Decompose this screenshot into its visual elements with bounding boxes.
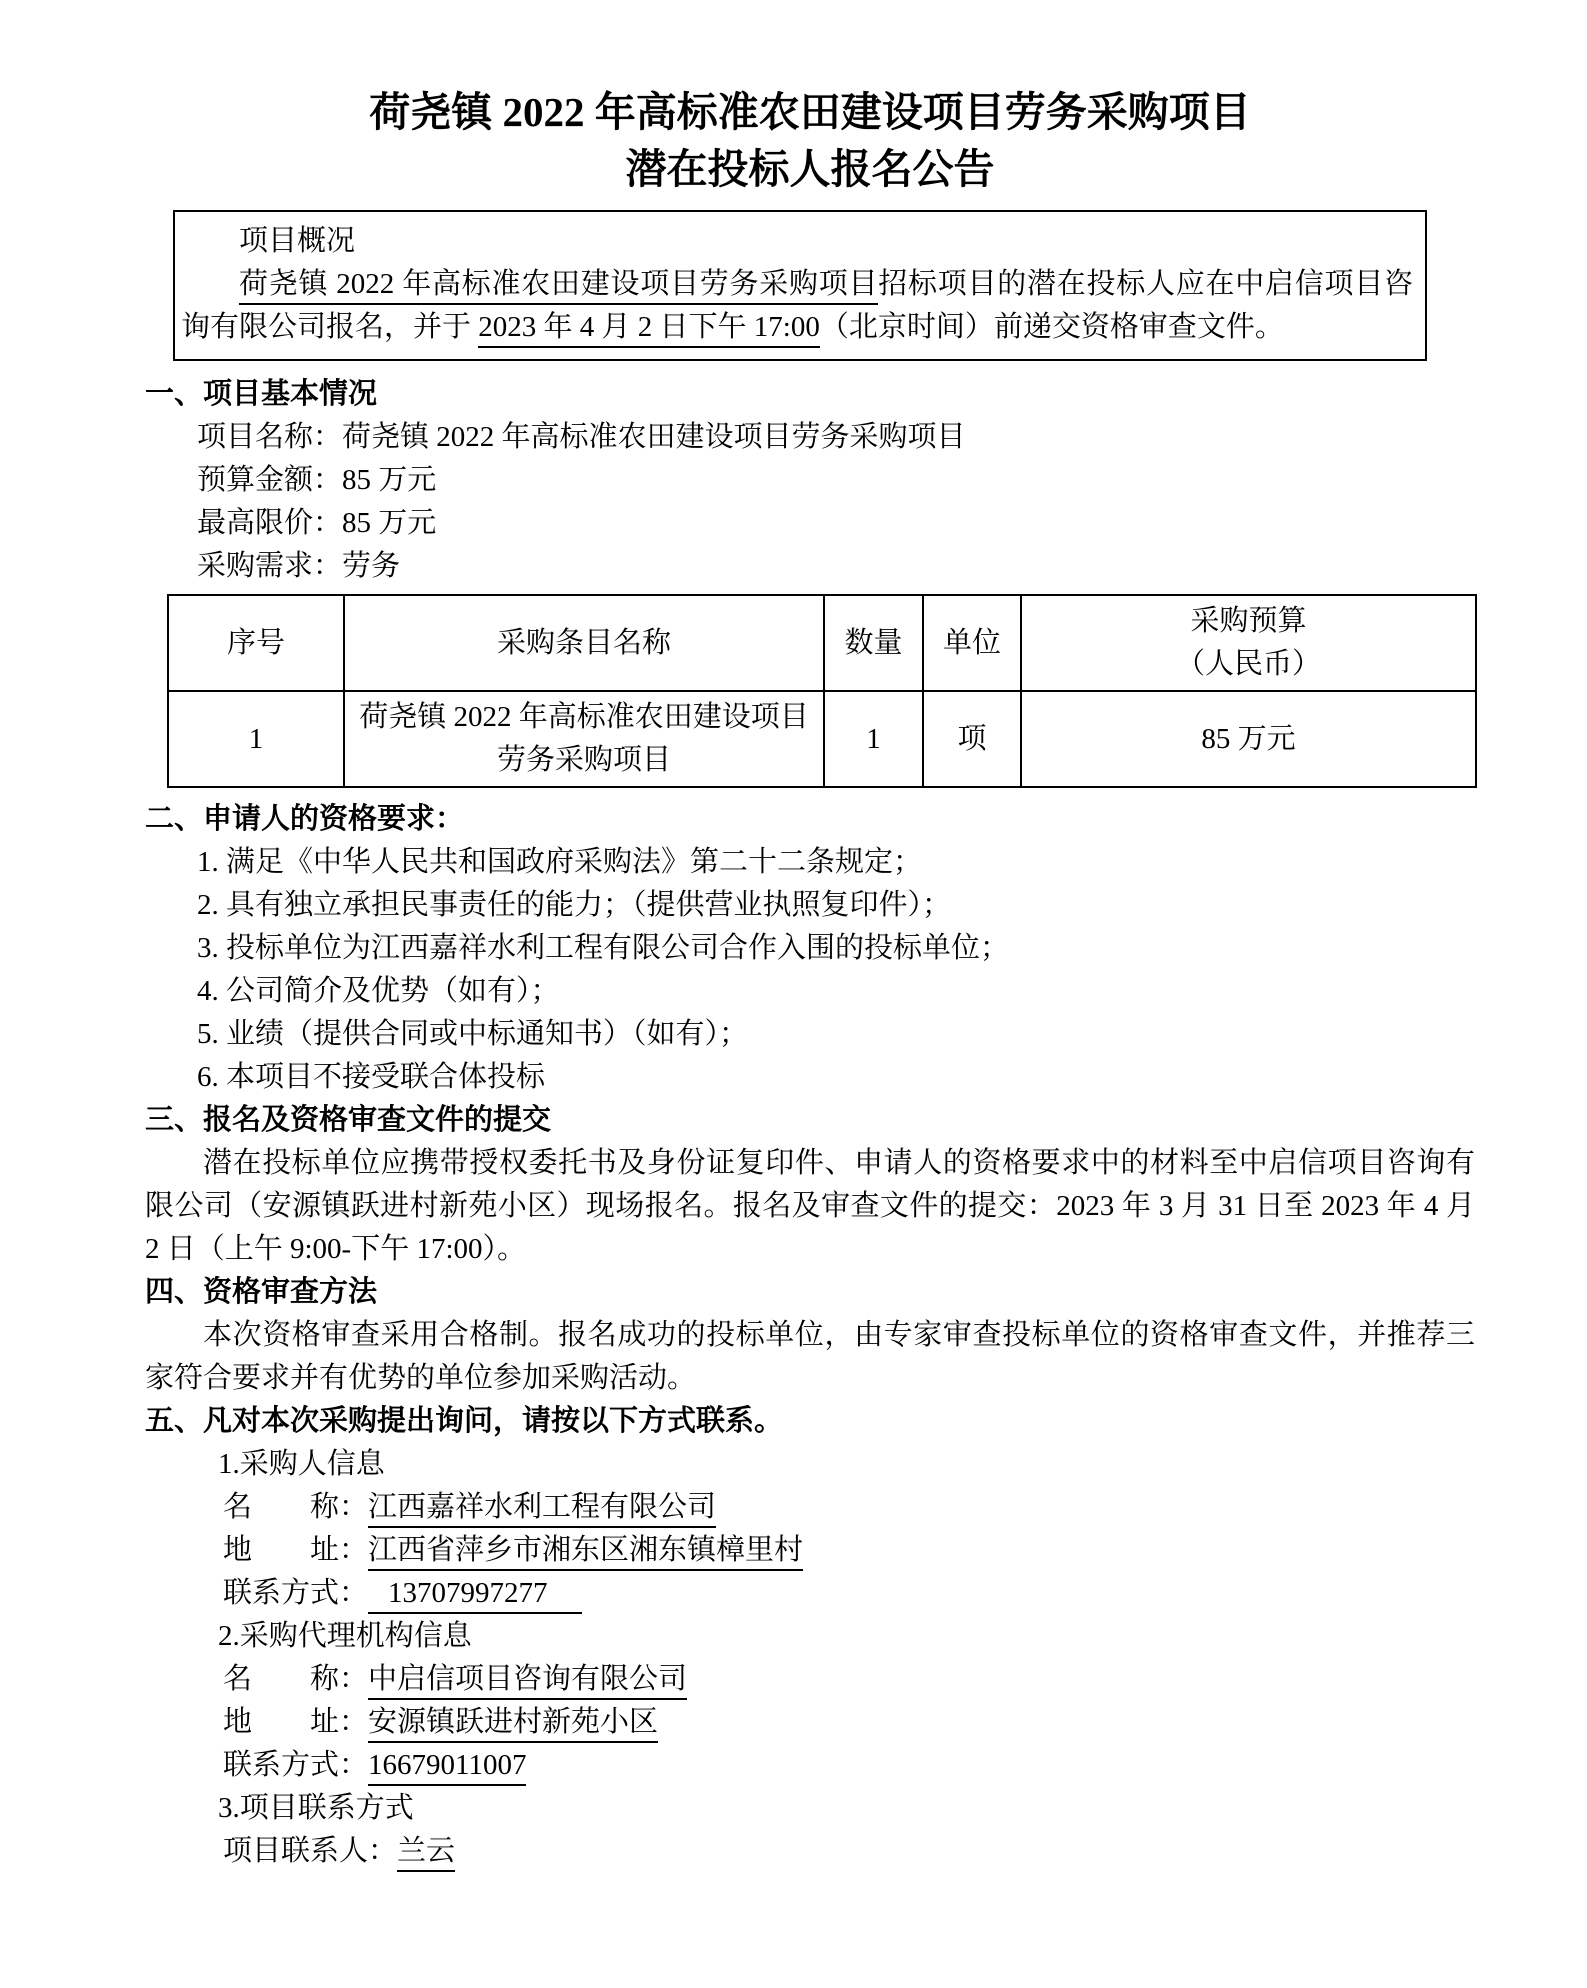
agency-phone-label: 联系方式： xyxy=(223,1749,369,1781)
agency-name-label: 名 称： xyxy=(223,1663,369,1695)
agency-address-line xyxy=(145,1701,1475,1744)
max-price-line: 最高限价：85 万元 xyxy=(197,507,437,539)
section5-heading: 五、凡对本次采购提出询问，请按以下方式联系。 xyxy=(145,1405,784,1437)
purchaser-address-line xyxy=(145,1529,1475,1572)
agency-name-value: 中启信项目咨询有限公司 xyxy=(368,1663,687,1700)
document-title-line1: 荷尧镇 2022 年高标准农田建设项目劳务采购项目 xyxy=(369,89,1251,135)
section4-paragraph: 本次资格审查采用合格制。报名成功的投标单位，由专家审查投标单位的资格审查文件，并推荐三家符合要求并有优势的单位参加采购活动。 xyxy=(145,1319,1475,1394)
requirement-item-6: 6. 本项目不接受联合体投标 xyxy=(197,1061,546,1093)
overview-paragraph xyxy=(181,263,1413,349)
table-header-unit: 单位 xyxy=(923,595,1021,691)
purchaser-name-value: 江西嘉祥水利工程有限公司 xyxy=(368,1491,716,1528)
section2-heading: 二、申请人的资格要求： xyxy=(145,803,465,835)
purchaser-address-value: 江西省萍乡市湘东区湘东镇樟里村 xyxy=(368,1534,803,1571)
overview-mid-text: 招标项目的潜在投标人应在中启信项目咨询有限公司报名，并于 xyxy=(181,268,1413,343)
project-overview-box xyxy=(173,210,1427,361)
section3-paragraph: 潜在投标单位应携带授权委托书及身份证复印件、申请人的资格要求中的材料至中启信项目咨询有限公司（安源镇跃进村新苑小区）现场报名。报名及审查文件的提交：2023 年 3 月 31 日至 2023 年 4 月 2 日（上午 9:00-下午 17:00）。 xyxy=(145,1147,1475,1265)
purchaser-phone-label: 联系方式： xyxy=(223,1577,369,1609)
section4-heading: 四、资格审查方法 xyxy=(145,1276,378,1308)
section1-heading: 一、项目基本情况 xyxy=(145,378,378,410)
document-title xyxy=(145,84,1475,198)
requirement-item-4: 4. 公司简介及优势（如有）； xyxy=(197,975,560,1007)
purchaser-phone-line xyxy=(145,1572,1475,1615)
project-contact-line xyxy=(145,1830,1475,1873)
procurement-items-table xyxy=(167,594,1477,788)
purchaser-name-label: 名 称： xyxy=(223,1491,369,1523)
table-header-quantity: 数量 xyxy=(824,595,923,691)
procurement-demand-line: 采购需求：劳务 xyxy=(197,550,401,582)
project-contact-title: 3.项目联系方式 xyxy=(218,1792,414,1824)
agency-address-value: 安源镇跃进村新苑小区 xyxy=(368,1706,658,1743)
table-header-budget-line2: （人民币） xyxy=(1175,648,1321,680)
project-contact-label: 项目联系人： xyxy=(223,1835,398,1867)
project-name-line: 项目名称：荷尧镇 2022 年高标准农田建设项目劳务采购项目 xyxy=(197,421,966,453)
requirement-item-5: 5. 业绩（提供合同或中标通知书）（如有）； xyxy=(197,1018,749,1050)
agency-info-title: 2.采购代理机构信息 xyxy=(218,1620,472,1652)
agency-phone-line xyxy=(145,1744,1475,1787)
table-cell-unit: 项 xyxy=(923,691,1021,787)
table-header-budget-line1: 采购预算 xyxy=(1190,605,1307,637)
section2-items xyxy=(145,841,1475,1099)
agency-phone-value: 16679011007 xyxy=(368,1749,526,1786)
table-row xyxy=(168,691,1476,787)
table-cell-quantity: 1 xyxy=(824,691,923,787)
table-header-budget xyxy=(1021,595,1476,691)
agency-address-label: 地 址： xyxy=(223,1706,369,1738)
agency-name-line xyxy=(145,1658,1475,1701)
requirement-item-3: 3. 投标单位为江西嘉祥水利工程有限公司合作入围的投标单位； xyxy=(197,932,1010,964)
overview-project-name-underlined: 荷尧镇 2022 年高标准农田建设项目劳务采购项目 xyxy=(239,268,878,305)
document-title-line2: 潜在投标人报名公告 xyxy=(625,146,995,192)
purchaser-name-line xyxy=(145,1486,1475,1529)
overview-deadline-underlined: 2023 年 4 月 2 日下午 17:00 xyxy=(478,311,820,348)
table-cell-budget: 85 万元 xyxy=(1021,691,1476,787)
section3-heading: 三、报名及资格审查文件的提交 xyxy=(145,1104,552,1136)
table-cell-seq: 1 xyxy=(168,691,344,787)
overview-heading: 项目概况 xyxy=(239,225,356,257)
purchaser-info-title: 1.采购人信息 xyxy=(218,1448,385,1480)
table-cell-item-name: 荷尧镇 2022 年高标准农田建设项目劳务采购项目 xyxy=(344,691,824,787)
table-header-row xyxy=(168,595,1476,691)
table-header-seq: 序号 xyxy=(168,595,344,691)
budget-amount-line: 预算金额：85 万元 xyxy=(197,464,437,496)
purchaser-phone-value: 13707997277 xyxy=(368,1577,582,1614)
project-contact-value: 兰云 xyxy=(397,1835,455,1872)
requirement-item-1: 1. 满足《中华人民共和国政府采购法》第二十二条规定； xyxy=(197,846,923,878)
table-header-item-name: 采购条目名称 xyxy=(344,595,824,691)
purchaser-address-label: 地 址： xyxy=(223,1534,369,1566)
requirement-item-2: 2. 具有独立承担民事责任的能力；（提供营业执照复印件）； xyxy=(197,889,952,921)
overview-tail-text: （北京时间）前递交资格审查文件。 xyxy=(819,311,1284,343)
section1-items xyxy=(145,416,1475,588)
